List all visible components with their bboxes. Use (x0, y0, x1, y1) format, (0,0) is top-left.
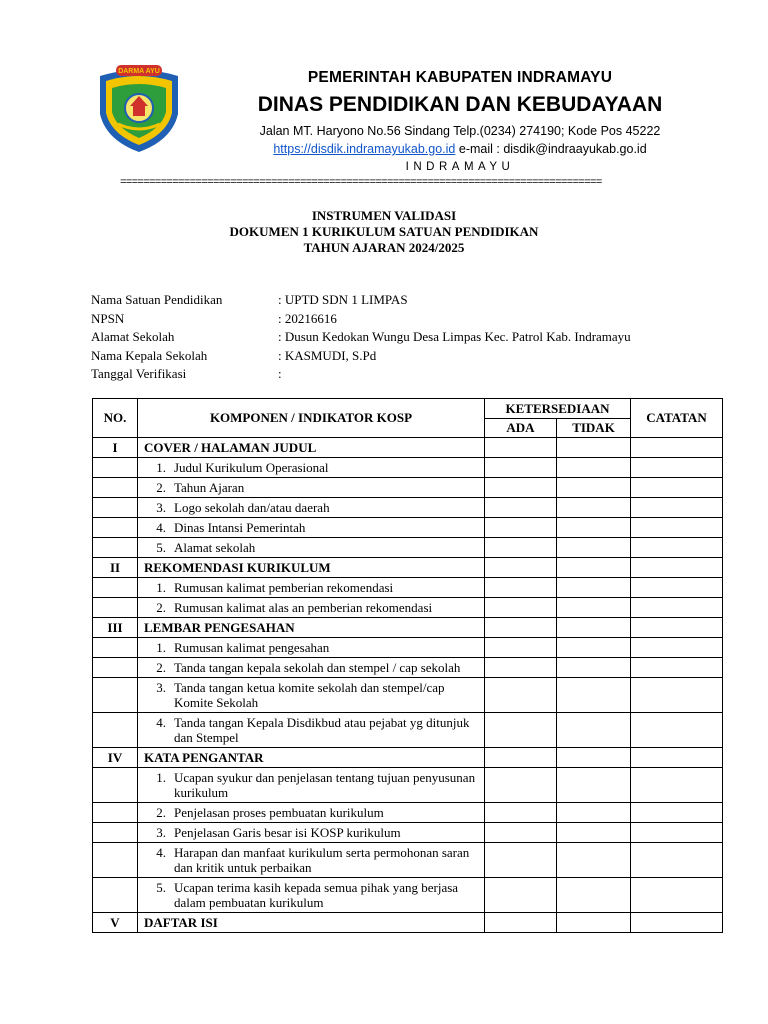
notes-cell[interactable] (631, 518, 723, 538)
indicator-text: Rumusan kalimat pemberian rekomendasi (174, 580, 394, 595)
info-value: : Dusun Kedokan Wungu Desa Limpas Kec. Patrol Kab. Indramayu (278, 329, 631, 344)
row-number-cell (93, 843, 138, 878)
indicator-cell (138, 538, 485, 558)
indicator-index: 1. (156, 460, 166, 475)
indicator-index: 2. (156, 660, 166, 675)
notes-cell[interactable] (631, 658, 723, 678)
indicator-cell (138, 713, 485, 748)
header-availability: KETERSEDIAAN (485, 399, 631, 419)
table-row (93, 678, 723, 713)
indicator-text: Logo sekolah dan/atau daerah (174, 500, 330, 515)
title-line-1: INSTRUMEN VALIDASI (311, 208, 457, 223)
indicator-index: 5. (156, 540, 166, 555)
indicator-text: Judul Kurikulum Operasional (174, 460, 329, 475)
row-number-cell (93, 768, 138, 803)
indicator-cell (138, 478, 485, 498)
ada-cell[interactable] (485, 458, 557, 478)
indicator-text: Ucapan syukur dan penjelasan tentang tujuan penyusunan kurikulum (174, 770, 476, 800)
tidak-cell[interactable] (557, 823, 631, 843)
section-number: IV (93, 748, 138, 768)
indicator-text: Rumusan kalimat alas an pemberian rekomendasi (174, 600, 433, 615)
indicator-cell (138, 578, 485, 598)
indicator-text: Ucapan terima kasih kepada semua pihak yang berjasa dalam pembuatan kurikulum (174, 880, 459, 910)
info-label: Tanggal Verifikasi (91, 366, 187, 381)
indicator-cell (138, 823, 485, 843)
notes-cell[interactable] (631, 678, 723, 713)
table-body (93, 438, 723, 933)
header-notes: CATATAN (631, 399, 723, 438)
indicator-index: 1. (156, 580, 166, 595)
notes-cell[interactable] (631, 713, 723, 748)
notes-cell[interactable] (631, 878, 723, 913)
info-value: : (278, 366, 282, 381)
ada-cell[interactable] (485, 713, 557, 748)
row-number-cell (93, 713, 138, 748)
ada-cell[interactable] (485, 498, 557, 518)
notes-cell[interactable] (631, 558, 723, 578)
tidak-cell[interactable] (557, 558, 631, 578)
table-row (93, 478, 723, 498)
indicator-index: 3. (156, 825, 166, 840)
section-row (93, 748, 723, 768)
title-line-3: TAHUN AJARAN 2024/2025 (303, 240, 465, 255)
indicator-index: 5. (156, 880, 166, 895)
row-number-cell (93, 658, 138, 678)
indicator-text: Tahun Ajaran (174, 480, 245, 495)
indramayu-emblem-icon (92, 62, 186, 154)
indicator-index: 4. (156, 715, 166, 730)
section-number: II (93, 558, 138, 578)
title-line-2: DOKUMEN 1 KURIKULUM SATUAN PENDIDIKAN (229, 224, 539, 239)
section-row (93, 913, 723, 933)
indicator-cell (138, 638, 485, 658)
notes-cell[interactable] (631, 598, 723, 618)
ada-cell[interactable] (485, 538, 557, 558)
notes-cell[interactable] (631, 578, 723, 598)
indicator-index: 1. (156, 770, 166, 785)
section-title: REKOMENDASI KURIKULUM (138, 558, 485, 578)
info-label: Alamat Sekolah (91, 329, 175, 344)
government-name: PEMERINTAH KABUPATEN INDRAMAYU (307, 69, 613, 86)
notes-cell[interactable] (631, 823, 723, 843)
indicator-text: Penjelasan Garis besar isi KOSP kurikulum (174, 825, 401, 840)
table-row (93, 658, 723, 678)
row-number-cell (93, 498, 138, 518)
contact-line (200, 140, 720, 158)
row-number-cell (93, 458, 138, 478)
tidak-cell[interactable] (557, 658, 631, 678)
indicator-cell (138, 803, 485, 823)
info-row (91, 347, 631, 366)
row-number-cell (93, 598, 138, 618)
section-row (93, 558, 723, 578)
tidak-cell[interactable] (557, 713, 631, 748)
ada-cell[interactable] (485, 768, 557, 803)
row-number-cell (93, 578, 138, 598)
table-row (93, 458, 723, 478)
letterhead-separator: =================================================================================== (120, 177, 602, 189)
notes-cell[interactable] (631, 458, 723, 478)
tidak-cell[interactable] (557, 913, 631, 933)
tidak-cell[interactable] (557, 638, 631, 658)
tidak-cell[interactable] (557, 478, 631, 498)
info-row (91, 291, 631, 310)
tidak-cell[interactable] (557, 438, 631, 458)
table-row (93, 538, 723, 558)
indicator-text: Harapan dan manfaat kurikulum serta permohonan saran dan kritik untuk perbaikan (174, 845, 470, 875)
info-row (91, 310, 631, 329)
indicator-text: Dinas Intansi Pemerintah (174, 520, 306, 535)
info-label: NPSN (91, 310, 125, 326)
ada-cell[interactable] (485, 748, 557, 768)
indicator-text: Tanda tangan Kepala Disdikbud atau pejabat yg ditunjuk dan Stempel (174, 715, 470, 745)
tidak-cell[interactable] (557, 803, 631, 823)
tidak-cell[interactable] (557, 768, 631, 803)
indicator-index: 3. (156, 500, 166, 515)
table-row (93, 803, 723, 823)
tidak-cell[interactable] (557, 678, 631, 713)
section-title: DAFTAR ISI (138, 913, 485, 933)
tidak-cell[interactable] (557, 498, 631, 518)
document-title (0, 208, 768, 256)
row-number-cell (93, 478, 138, 498)
table-row (93, 768, 723, 803)
section-number: I (93, 438, 138, 458)
indicator-text: Tanda tangan ketua komite sekolah dan stempel/cap Komite Sekolah (174, 680, 445, 710)
tidak-cell[interactable] (557, 538, 631, 558)
tidak-cell[interactable] (557, 458, 631, 478)
indicator-index: 2. (156, 480, 166, 495)
notes-cell[interactable] (631, 438, 723, 458)
tidak-cell[interactable] (557, 598, 631, 618)
header-tidak: TIDAK (557, 419, 631, 438)
table-row (93, 823, 723, 843)
table-row (93, 878, 723, 913)
info-label: Nama Satuan Pendidikan (91, 292, 223, 307)
indicator-text: Tanda tangan kepala sekolah dan stempel / cap sekolah (174, 660, 461, 675)
row-number-cell (93, 878, 138, 913)
indicator-cell (138, 878, 485, 913)
tidak-cell[interactable] (557, 843, 631, 878)
indicator-cell (138, 498, 485, 518)
table-row (93, 498, 723, 518)
header-component: KOMPONEN / INDIKATOR KOSP (138, 399, 485, 438)
ada-cell[interactable] (485, 658, 557, 678)
indicator-cell (138, 518, 485, 538)
ada-cell[interactable] (485, 913, 557, 933)
indicator-cell (138, 658, 485, 678)
indicator-cell (138, 768, 485, 803)
indicator-text: Alamat sekolah (174, 540, 256, 555)
table-row (93, 518, 723, 538)
notes-cell[interactable] (631, 843, 723, 878)
notes-cell[interactable] (631, 748, 723, 768)
section-title: COVER / HALAMAN JUDUL (138, 438, 485, 458)
notes-cell[interactable] (631, 618, 723, 638)
section-number: V (93, 913, 138, 933)
row-number-cell (93, 678, 138, 713)
indicator-index: 4. (156, 845, 166, 860)
table-row (93, 638, 723, 658)
notes-cell[interactable] (631, 913, 723, 933)
indicator-index: 4. (156, 520, 166, 535)
info-value: : 20216616 (278, 310, 337, 326)
ada-cell[interactable] (485, 478, 557, 498)
tidak-cell[interactable] (557, 578, 631, 598)
indicator-cell (138, 458, 485, 478)
ada-cell[interactable] (485, 558, 557, 578)
school-info (91, 291, 631, 384)
indicator-index: 3. (156, 680, 166, 695)
ada-cell[interactable] (485, 578, 557, 598)
table-row (93, 578, 723, 598)
row-number-cell (93, 518, 138, 538)
email-text: e-mail : disdik@indraayukab.go.id (455, 142, 647, 156)
office-address: Jalan MT. Haryono No.56 Sindang Telp.(0234) 274190; Kode Pos 45222 (259, 124, 661, 138)
header-ada: ADA (485, 419, 557, 438)
indicator-index: 2. (156, 600, 166, 615)
section-title: LEMBAR PENGESAHAN (138, 618, 485, 638)
row-number-cell (93, 538, 138, 558)
notes-cell[interactable] (631, 498, 723, 518)
ada-cell[interactable] (485, 518, 557, 538)
notes-cell[interactable] (631, 803, 723, 823)
info-row (91, 328, 631, 347)
info-value: : KASMUDI, S.Pd (278, 347, 377, 363)
indicator-text: Rumusan kalimat pengesahan (174, 640, 330, 655)
indicator-index: 1. (156, 640, 166, 655)
header-no: NO. (93, 399, 138, 438)
indicator-text: Penjelasan proses pembuatan kurikulum (174, 805, 384, 820)
table-row (93, 713, 723, 748)
tidak-cell[interactable] (557, 878, 631, 913)
table-row (93, 598, 723, 618)
website-link[interactable]: https://disdik.indramayukab.go.id (273, 142, 456, 156)
section-number: III (93, 618, 138, 638)
indicator-index: 2. (156, 805, 166, 820)
ada-cell[interactable] (485, 598, 557, 618)
notes-cell[interactable] (631, 768, 723, 803)
row-number-cell (93, 803, 138, 823)
ada-cell[interactable] (485, 678, 557, 713)
section-row (93, 438, 723, 458)
ada-cell[interactable] (485, 638, 557, 658)
ada-cell[interactable] (485, 823, 557, 843)
notes-cell[interactable] (631, 538, 723, 558)
indicator-cell (138, 598, 485, 618)
indicator-cell (138, 843, 485, 878)
ada-cell[interactable] (485, 878, 557, 913)
section-row (93, 618, 723, 638)
row-number-cell (93, 823, 138, 843)
info-row (91, 365, 631, 384)
table-row (93, 843, 723, 878)
letterhead (0, 0, 768, 200)
ada-cell[interactable] (485, 438, 557, 458)
city-name: INDRAMAYU (405, 161, 515, 173)
tidak-cell[interactable] (557, 618, 631, 638)
notes-cell[interactable] (631, 478, 723, 498)
department-name: DINAS PENDIDIKAN DAN KEBUDAYAAN (257, 93, 663, 116)
row-number-cell (93, 638, 138, 658)
ada-cell[interactable] (485, 803, 557, 823)
emblem-caption: DARMA AYU (118, 68, 160, 75)
indicator-cell (138, 678, 485, 713)
ada-cell[interactable] (485, 843, 557, 878)
info-label: Nama Kepala Sekolah (91, 347, 208, 363)
tidak-cell[interactable] (557, 748, 631, 768)
info-value: : UPTD SDN 1 LIMPAS (278, 292, 408, 307)
notes-cell[interactable] (631, 638, 723, 658)
validation-table (92, 398, 723, 933)
tidak-cell[interactable] (557, 518, 631, 538)
section-title: KATA PENGANTAR (138, 748, 485, 768)
ada-cell[interactable] (485, 618, 557, 638)
